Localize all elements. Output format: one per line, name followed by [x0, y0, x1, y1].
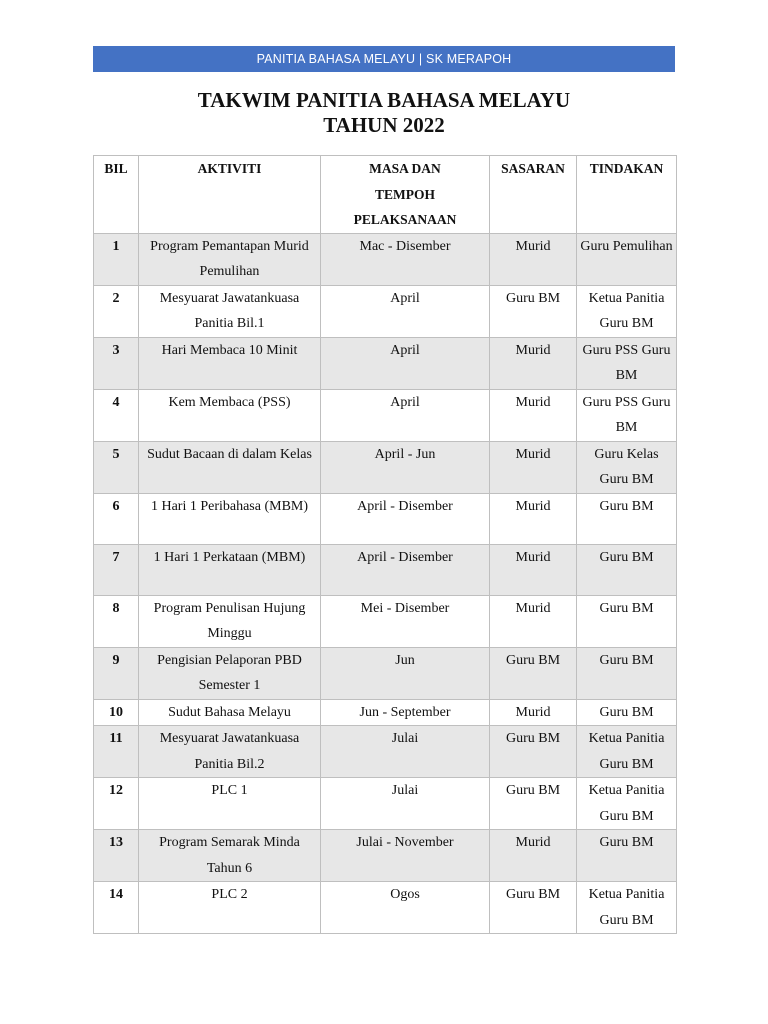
header-banner: PANITIA BAHASA MELAYU | SK MERAPOH	[93, 46, 675, 72]
table-header-row	[94, 156, 677, 234]
cell-tindakan: Guru BM	[577, 595, 677, 647]
cell-masa: April - Disember	[321, 493, 490, 544]
title-line-1: TAKWIM PANITIA BAHASA MELAYU	[197, 88, 571, 112]
cell-bil: 2	[94, 285, 139, 337]
cell-masa: Julai	[321, 778, 490, 830]
cell-bil: 6	[94, 493, 139, 544]
cell-aktiviti: Sudut Bahasa Melayu	[139, 699, 321, 726]
cell-bil: 1	[94, 233, 139, 285]
column-header-aktiviti: AKTIVITI	[139, 156, 321, 234]
cell-bil: 13	[94, 830, 139, 882]
cell-sasaran: Guru BM	[490, 285, 577, 337]
cell-tindakan: Guru BM	[577, 544, 677, 595]
cell-tindakan: Guru BM	[577, 493, 677, 544]
cell-masa: Julai - November	[321, 830, 490, 882]
table-row	[94, 493, 677, 544]
column-header-masa: MASA DAN TEMPOH PELAKSANAAN	[321, 156, 490, 234]
cell-sasaran: Murid	[490, 493, 577, 544]
cell-bil: 7	[94, 544, 139, 595]
cell-sasaran: Guru BM	[490, 882, 577, 934]
cell-sasaran: Murid	[490, 337, 577, 389]
cell-bil: 12	[94, 778, 139, 830]
cell-tindakan: Guru Kelas Guru BM	[577, 441, 677, 493]
cell-sasaran: Murid	[490, 233, 577, 285]
cell-masa: April - Jun	[321, 441, 490, 493]
table-row	[94, 595, 677, 647]
cell-masa: Mei - Disember	[321, 595, 490, 647]
cell-masa: Julai	[321, 726, 490, 778]
cell-sasaran: Murid	[490, 699, 577, 726]
cell-tindakan: Ketua Panitia Guru BM	[577, 778, 677, 830]
table-row	[94, 647, 677, 699]
cell-sasaran: Murid	[490, 595, 577, 647]
column-header-tindakan: TINDAKAN	[577, 156, 677, 234]
table-row	[94, 441, 677, 493]
cell-tindakan: Guru PSS Guru BM	[577, 389, 677, 441]
cell-tindakan: Guru BM	[577, 647, 677, 699]
document-title	[93, 88, 675, 138]
table-row	[94, 285, 677, 337]
table-row	[94, 726, 677, 778]
cell-aktiviti: 1 Hari 1 Perkataan (MBM)	[139, 544, 321, 595]
cell-bil: 14	[94, 882, 139, 934]
cell-aktiviti: PLC 1	[139, 778, 321, 830]
cell-tindakan: Guru BM	[577, 830, 677, 882]
column-header-bil: BIL	[94, 156, 139, 234]
cell-bil: 4	[94, 389, 139, 441]
cell-masa: April	[321, 285, 490, 337]
takwim-table	[93, 155, 677, 934]
table-row	[94, 778, 677, 830]
cell-aktiviti: 1 Hari 1 Peribahasa (MBM)	[139, 493, 321, 544]
cell-bil: 5	[94, 441, 139, 493]
cell-sasaran: Murid	[490, 830, 577, 882]
cell-bil: 11	[94, 726, 139, 778]
title-line-2: TAHUN 2022	[323, 113, 445, 137]
cell-tindakan: Ketua Panitia Guru BM	[577, 285, 677, 337]
cell-sasaran: Murid	[490, 544, 577, 595]
cell-masa: April - Disember	[321, 544, 490, 595]
table-row	[94, 882, 677, 934]
table-row	[94, 337, 677, 389]
cell-aktiviti: Mesyuarat Jawatankuasa Panitia Bil.2	[139, 726, 321, 778]
cell-aktiviti: Sudut Bacaan di dalam Kelas	[139, 441, 321, 493]
table-row	[94, 699, 677, 726]
cell-masa: Ogos	[321, 882, 490, 934]
cell-bil: 10	[94, 699, 139, 726]
cell-aktiviti: Kem Membaca (PSS)	[139, 389, 321, 441]
cell-aktiviti: Mesyuarat Jawatankuasa Panitia Bil.1	[139, 285, 321, 337]
cell-aktiviti: PLC 2	[139, 882, 321, 934]
cell-masa: April	[321, 389, 490, 441]
table-row	[94, 830, 677, 882]
cell-bil: 9	[94, 647, 139, 699]
cell-tindakan: Ketua Panitia Guru BM	[577, 726, 677, 778]
cell-sasaran: Murid	[490, 441, 577, 493]
cell-aktiviti: Pengisian Pelaporan PBD Semester 1	[139, 647, 321, 699]
table-row	[94, 233, 677, 285]
column-header-sasaran: SASARAN	[490, 156, 577, 234]
cell-masa: April	[321, 337, 490, 389]
cell-tindakan: Ketua Panitia Guru BM	[577, 882, 677, 934]
cell-aktiviti: Program Semarak Minda Tahun 6	[139, 830, 321, 882]
cell-sasaran: Murid	[490, 389, 577, 441]
cell-sasaran: Guru BM	[490, 778, 577, 830]
cell-sasaran: Guru BM	[490, 647, 577, 699]
cell-masa: Jun	[321, 647, 490, 699]
table-row	[94, 389, 677, 441]
cell-tindakan: Guru PSS Guru BM	[577, 337, 677, 389]
cell-masa: Jun - September	[321, 699, 490, 726]
cell-tindakan: Guru Pemulihan	[577, 233, 677, 285]
cell-tindakan: Guru BM	[577, 699, 677, 726]
cell-bil: 8	[94, 595, 139, 647]
cell-aktiviti: Hari Membaca 10 Minit	[139, 337, 321, 389]
cell-aktiviti: Program Penulisan Hujung Minggu	[139, 595, 321, 647]
table-row	[94, 544, 677, 595]
table-body	[94, 233, 677, 934]
cell-masa: Mac - Disember	[321, 233, 490, 285]
cell-sasaran: Guru BM	[490, 726, 577, 778]
cell-aktiviti: Program Pemantapan Murid Pemulihan	[139, 233, 321, 285]
cell-bil: 3	[94, 337, 139, 389]
